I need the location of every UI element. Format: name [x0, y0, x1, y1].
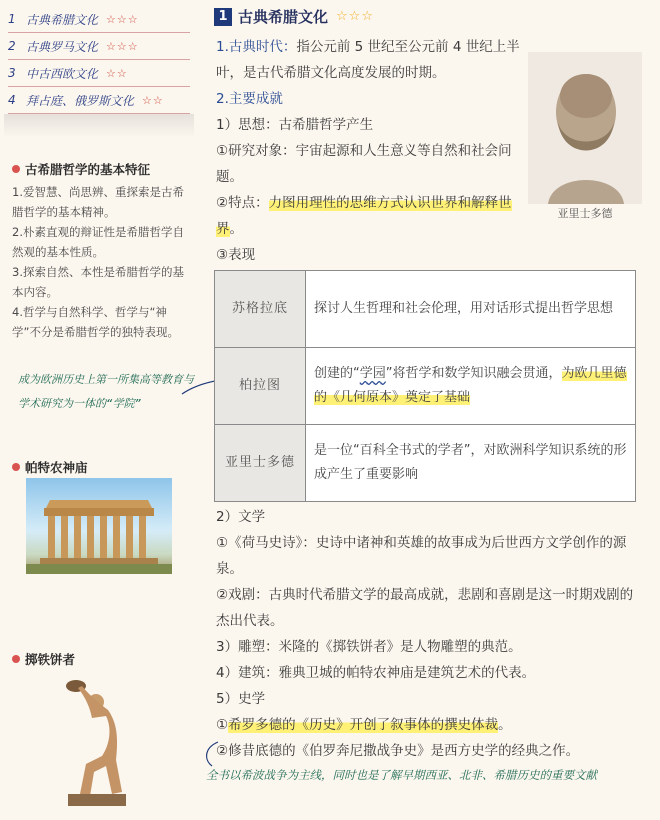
- star-icon: ☆☆☆: [106, 12, 139, 26]
- discus-heading: [12, 650, 75, 668]
- thought-heading: 1）思想：古希腊哲学产生: [216, 117, 374, 133]
- desc-wavy: 学园: [359, 366, 386, 381]
- toc-number: 1: [8, 12, 16, 26]
- section-title-text: 古典希腊文化: [238, 8, 329, 26]
- history-item: [216, 712, 644, 738]
- aristotle-bust-image: [528, 52, 642, 204]
- literature-item: ①《荷马史诗》：史诗中诸神和英雄的故事成为后世西方文学创作的源泉。: [216, 535, 627, 577]
- toc-item[interactable]: [8, 33, 190, 60]
- feature-end: 。: [229, 221, 243, 237]
- section-title: [214, 6, 374, 27]
- table-row: [215, 271, 636, 348]
- toc-item[interactable]: [8, 87, 190, 114]
- feature-highlight: 力图用理性的思维方式认识世界和解释世界: [216, 195, 512, 237]
- philosopher-name: 亚里士多德: [215, 425, 306, 502]
- star-icon: ☆☆: [142, 93, 164, 107]
- desc-pre: 创建的“: [314, 366, 360, 381]
- toc-label: 古典罗马文化: [26, 39, 99, 54]
- toc-number: 4: [8, 93, 16, 107]
- toc-item[interactable]: [8, 60, 190, 87]
- bullet-dot-icon: [12, 165, 20, 173]
- history-end: 。: [498, 717, 512, 733]
- philosopher-name: 苏格拉底: [215, 271, 306, 348]
- feature-paragraph: [216, 190, 520, 242]
- toc-item[interactable]: [8, 6, 190, 33]
- philosopher-desc: 是一位“百科全书式的学者”，对欧洲科学知识系统的形成产生了重要影响: [306, 425, 636, 502]
- representation-heading: ③表现: [216, 247, 256, 263]
- star-icon: ☆☆: [106, 66, 128, 80]
- list-item: 4.哲学与自然科学、哲学与“神学”不分是希腊哲学的独特表现。: [12, 305, 179, 339]
- literature-item: ②戏剧：古典时代希腊文学的最高成就，悲剧和喜剧是这一时期戏剧的杰出代表。: [216, 587, 634, 629]
- table-row: [215, 348, 636, 425]
- philosophers-table: [214, 270, 636, 502]
- bullet-dot-icon: [12, 463, 20, 471]
- bullet-dot-icon: [12, 655, 20, 663]
- handwritten-note-academy: 成为欧洲历史上第一所集高等教育与学术研究为一体的“学院”: [18, 373, 194, 410]
- toc-label: 拜占庭、俄罗斯文化: [26, 93, 135, 108]
- architecture-item: 4）建筑：雅典卫城的帕特农神庙是建筑艺术的代表。: [216, 665, 536, 681]
- era-text: 指公元前 5 世纪至公元前 4 世纪上半叶，是古代希腊文化高度发展的时期。: [216, 39, 520, 81]
- star-icon: ☆☆☆: [336, 9, 374, 24]
- list-item: 1.爱智慧、尚思辨、重探索是古希腊哲学的基本精神。: [12, 185, 184, 219]
- discus-thrower-image: [56, 668, 130, 808]
- features-list: [12, 182, 190, 342]
- desc-mid: ”将哲学和数学知识融会贯通，: [385, 366, 562, 381]
- research-object: ①研究对象：宇宙起源和人生意义等自然和社会问题。: [216, 143, 512, 185]
- achievements-heading: 2.主要成就: [216, 91, 283, 107]
- star-icon: ☆☆☆: [106, 39, 139, 53]
- philosopher-name: 柏拉图: [215, 348, 306, 425]
- toc-label: 中古西欧文化: [26, 66, 99, 81]
- toc-number: 2: [8, 39, 16, 53]
- philosopher-desc: 探讨人生哲理和社会伦理，用对话形式提出哲学思想: [306, 271, 636, 348]
- section-number: 1: [214, 8, 232, 26]
- history-prefix: ①: [216, 717, 229, 733]
- temple-heading: [12, 458, 88, 476]
- philosopher-desc: [306, 348, 636, 425]
- chapter-toc: [8, 6, 190, 114]
- toc-label: 古典希腊文化: [26, 12, 99, 27]
- history-heading: 5）史学: [216, 691, 266, 707]
- literature-heading: 2）文学: [216, 509, 266, 525]
- era-paragraph: [216, 34, 520, 86]
- history-highlight: 希罗多德的《历史》开创了叙事体的撰史体裁: [228, 717, 499, 733]
- bust-caption: 亚里士多德: [557, 207, 613, 220]
- list-item: 2.朴素直观的辩证性是希腊哲学自然观的基本性质。: [12, 225, 184, 259]
- features-heading: [12, 160, 150, 178]
- handwritten-note-history: 全书以希波战争为主线，同时也是了解早期西亚、北非、希腊历史的重要文献: [206, 768, 597, 782]
- history-item: ②修昔底德的《伯罗奔尼撒战争史》是西方史学的经典之作。: [216, 743, 580, 759]
- feature-prefix: ②特点：: [216, 195, 269, 211]
- discus-title: 掷铁饼者: [25, 652, 76, 667]
- sculpture-item: 3）雕塑：米隆的《掷铁饼者》是人物雕塑的典范。: [216, 639, 522, 655]
- temple-title: 帕特农神庙: [25, 460, 88, 475]
- toc-shadow: [4, 114, 194, 138]
- era-label: 1.古典时代：: [216, 39, 297, 55]
- toc-number: 3: [8, 66, 16, 80]
- table-row: [215, 425, 636, 502]
- list-item: 3.探索自然、本性是希腊哲学的基本内容。: [12, 265, 184, 299]
- parthenon-image: [26, 478, 172, 574]
- desc-highlight: 为欧几里德的《几何原本》奠定了基础: [314, 366, 627, 405]
- features-title: 古希腊哲学的基本特征: [25, 162, 151, 177]
